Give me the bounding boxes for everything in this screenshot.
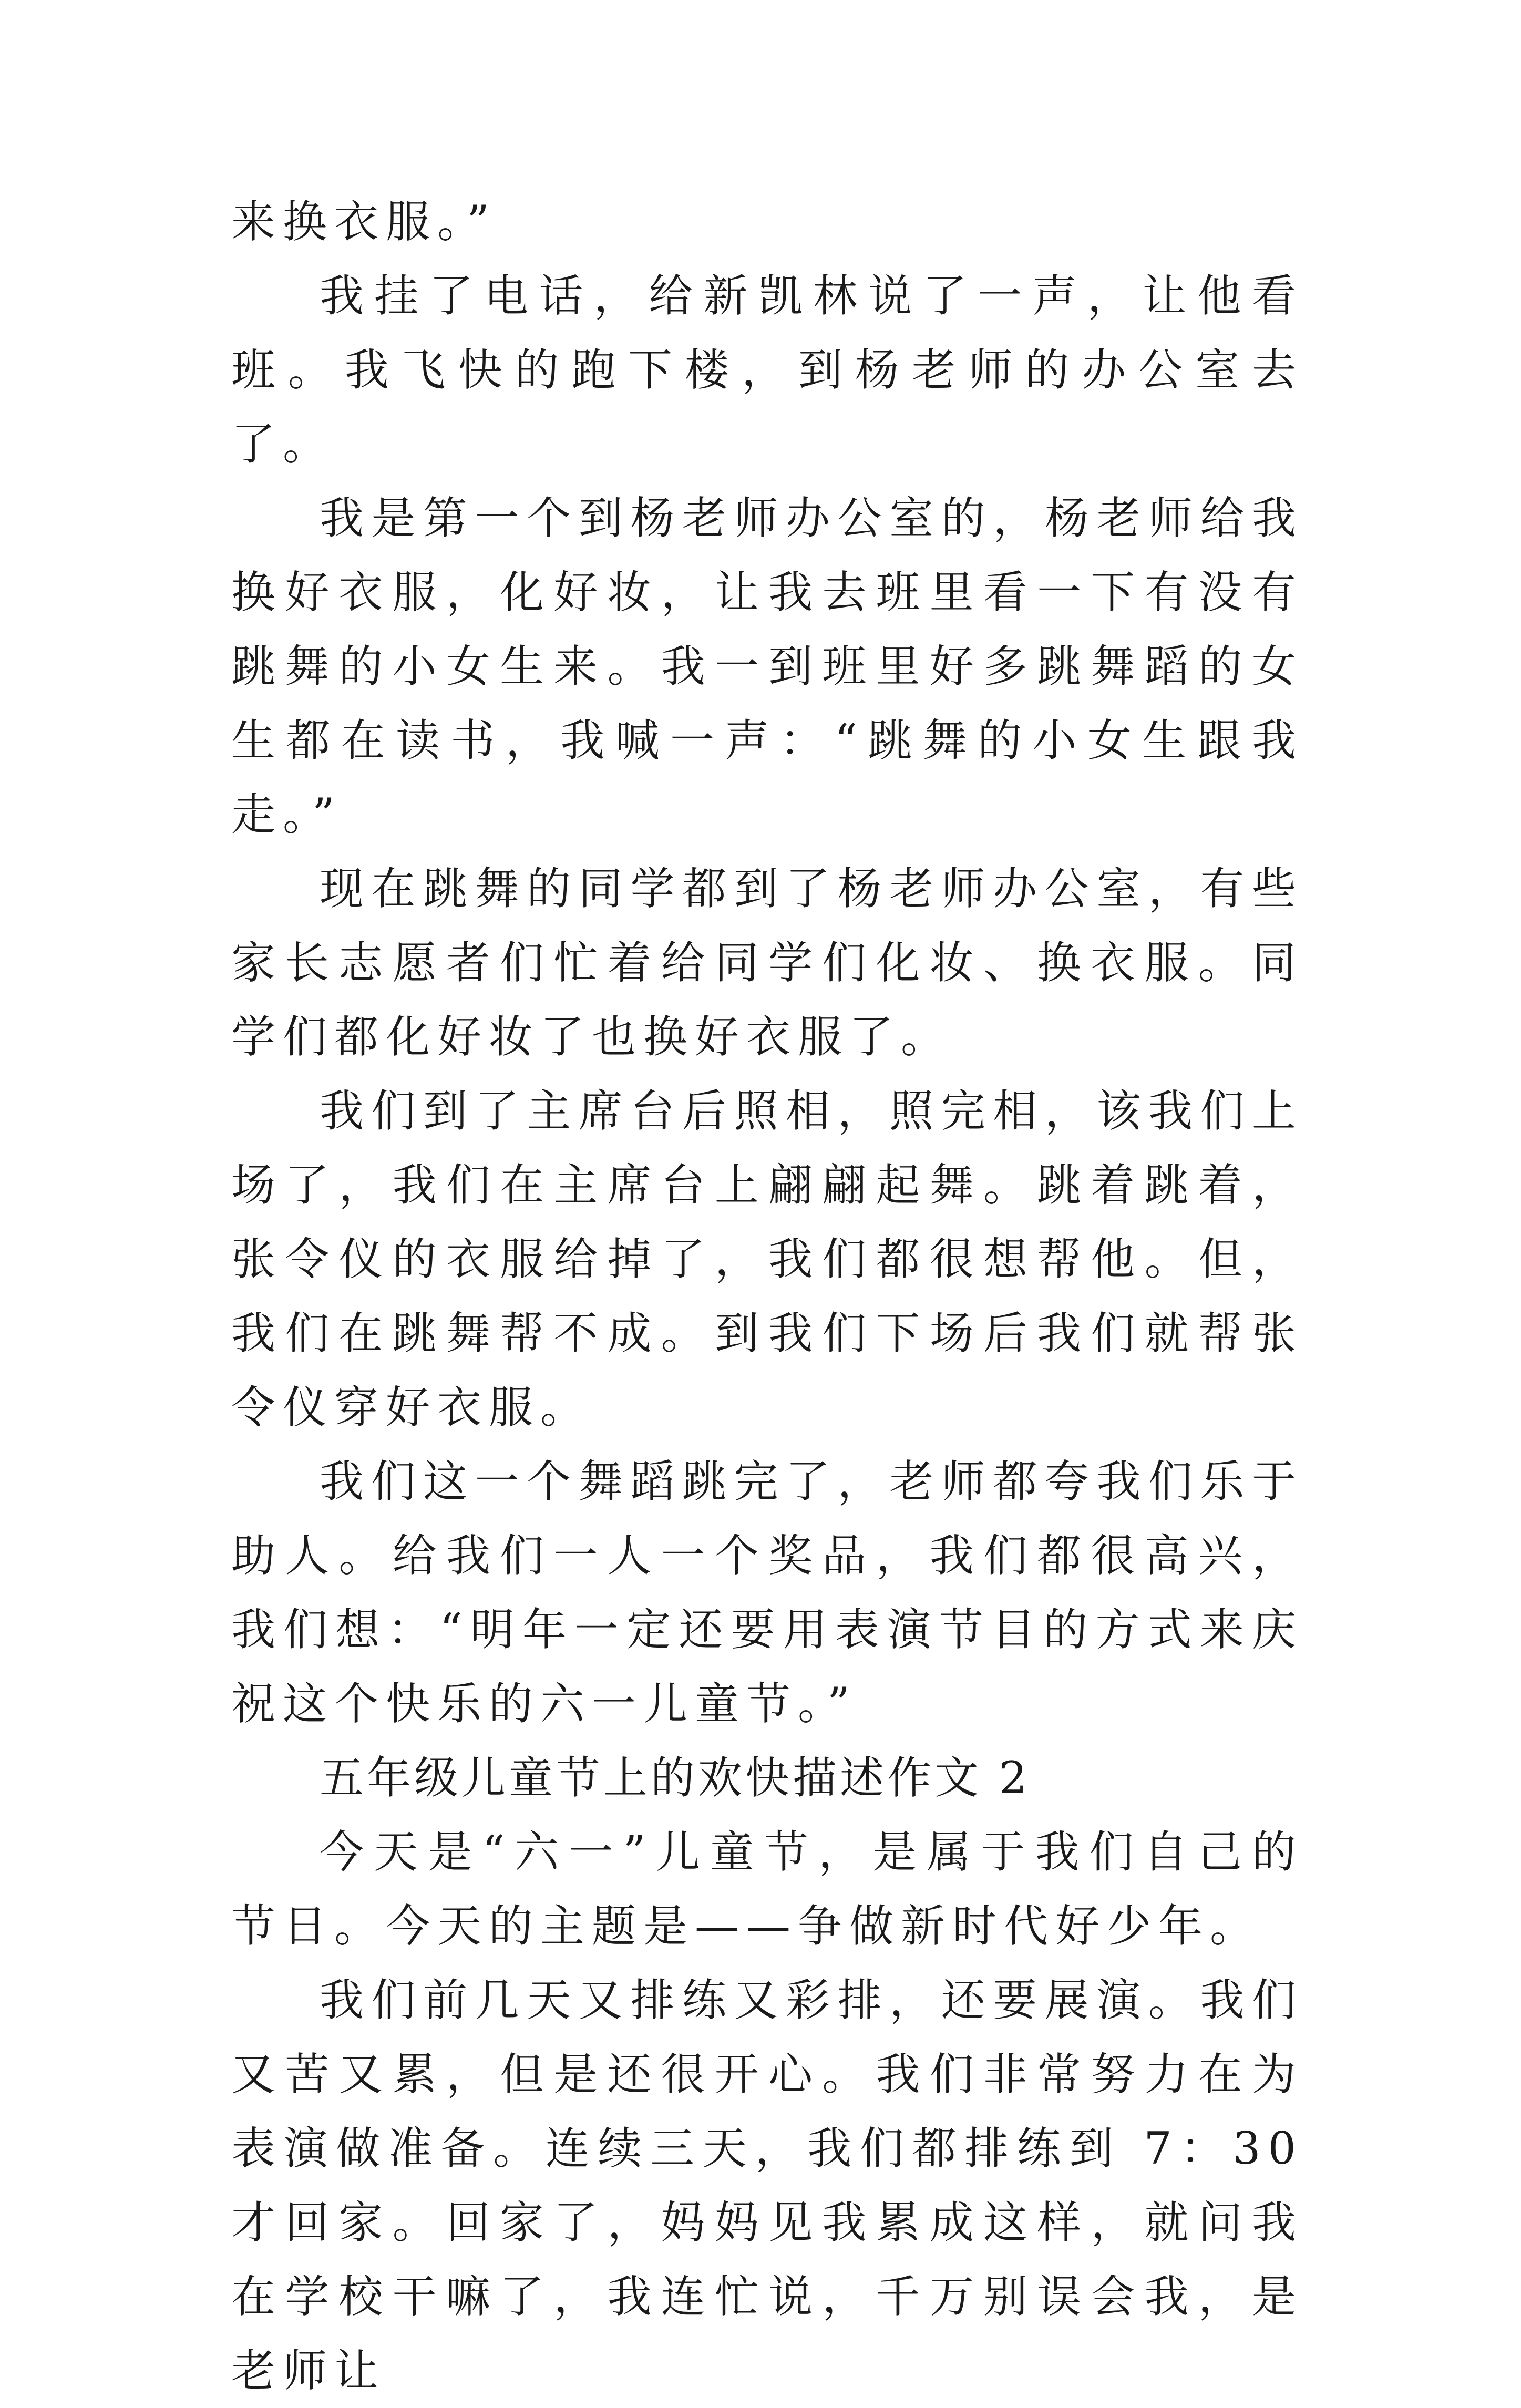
paragraph: 我挂了电话，给新凯林说了一声，让他看班。我飞快的跑下楼，到杨老师的办公室去了。 <box>231 270 1303 470</box>
paragraph: 我们前几天又排练又彩排，还要展演。我们又苦又累，但是还很开心。我们非常努力在为表演做准备。连续三天，我们都排练到 7：30 才回家。回家了，妈妈见我累成这样，就问我在学校干嘛了，我连忙说，千万别误会我，是老师让 <box>231 1974 1303 2396</box>
paragraph: 我们到了主席台后照相，照完相，该我们上场了，我们在主席台上翩翩起舞。跳着跳着，张令仪的衣服给掉了，我们都很想帮他。但，我们在跳舞帮不成。到我们下场后我们就帮张令仪穿好衣服。 <box>231 1085 1303 1433</box>
paragraph: 今天是“六一”儿童节，是属于我们自己的节日。今天的主题是——争做新时代好少年。 <box>231 1826 1303 1952</box>
paragraph: 我们这一个舞蹈跳完了，老师都夸我们乐于助人。给我们一人一个奖品，我们都很高兴，我们想：“明年一定还要用表演节目的方式来庆祝这个快乐的六一儿童节。” <box>231 1456 1303 1730</box>
paragraph: 现在跳舞的同学都到了杨老师办公室，有些家长志愿者们忙着给同学们化妆、换衣服。同学们都化好妆了也换好衣服了。 <box>231 863 1303 1063</box>
document-body <box>231 185 1303 2408</box>
paragraph-continuation: 来换衣服。” <box>231 196 497 248</box>
paragraph: 我是第一个到杨老师办公室的，杨老师给我换好衣服，化好妆，让我去班里看一下有没有跳舞的小女生来。我一到班里好多跳舞蹈的女生都在读书，我喊一声：“跳舞的小女生跟我走。” <box>231 492 1303 840</box>
section-heading: 五年级儿童节上的欢快描述作文 2 <box>320 1752 1031 1804</box>
